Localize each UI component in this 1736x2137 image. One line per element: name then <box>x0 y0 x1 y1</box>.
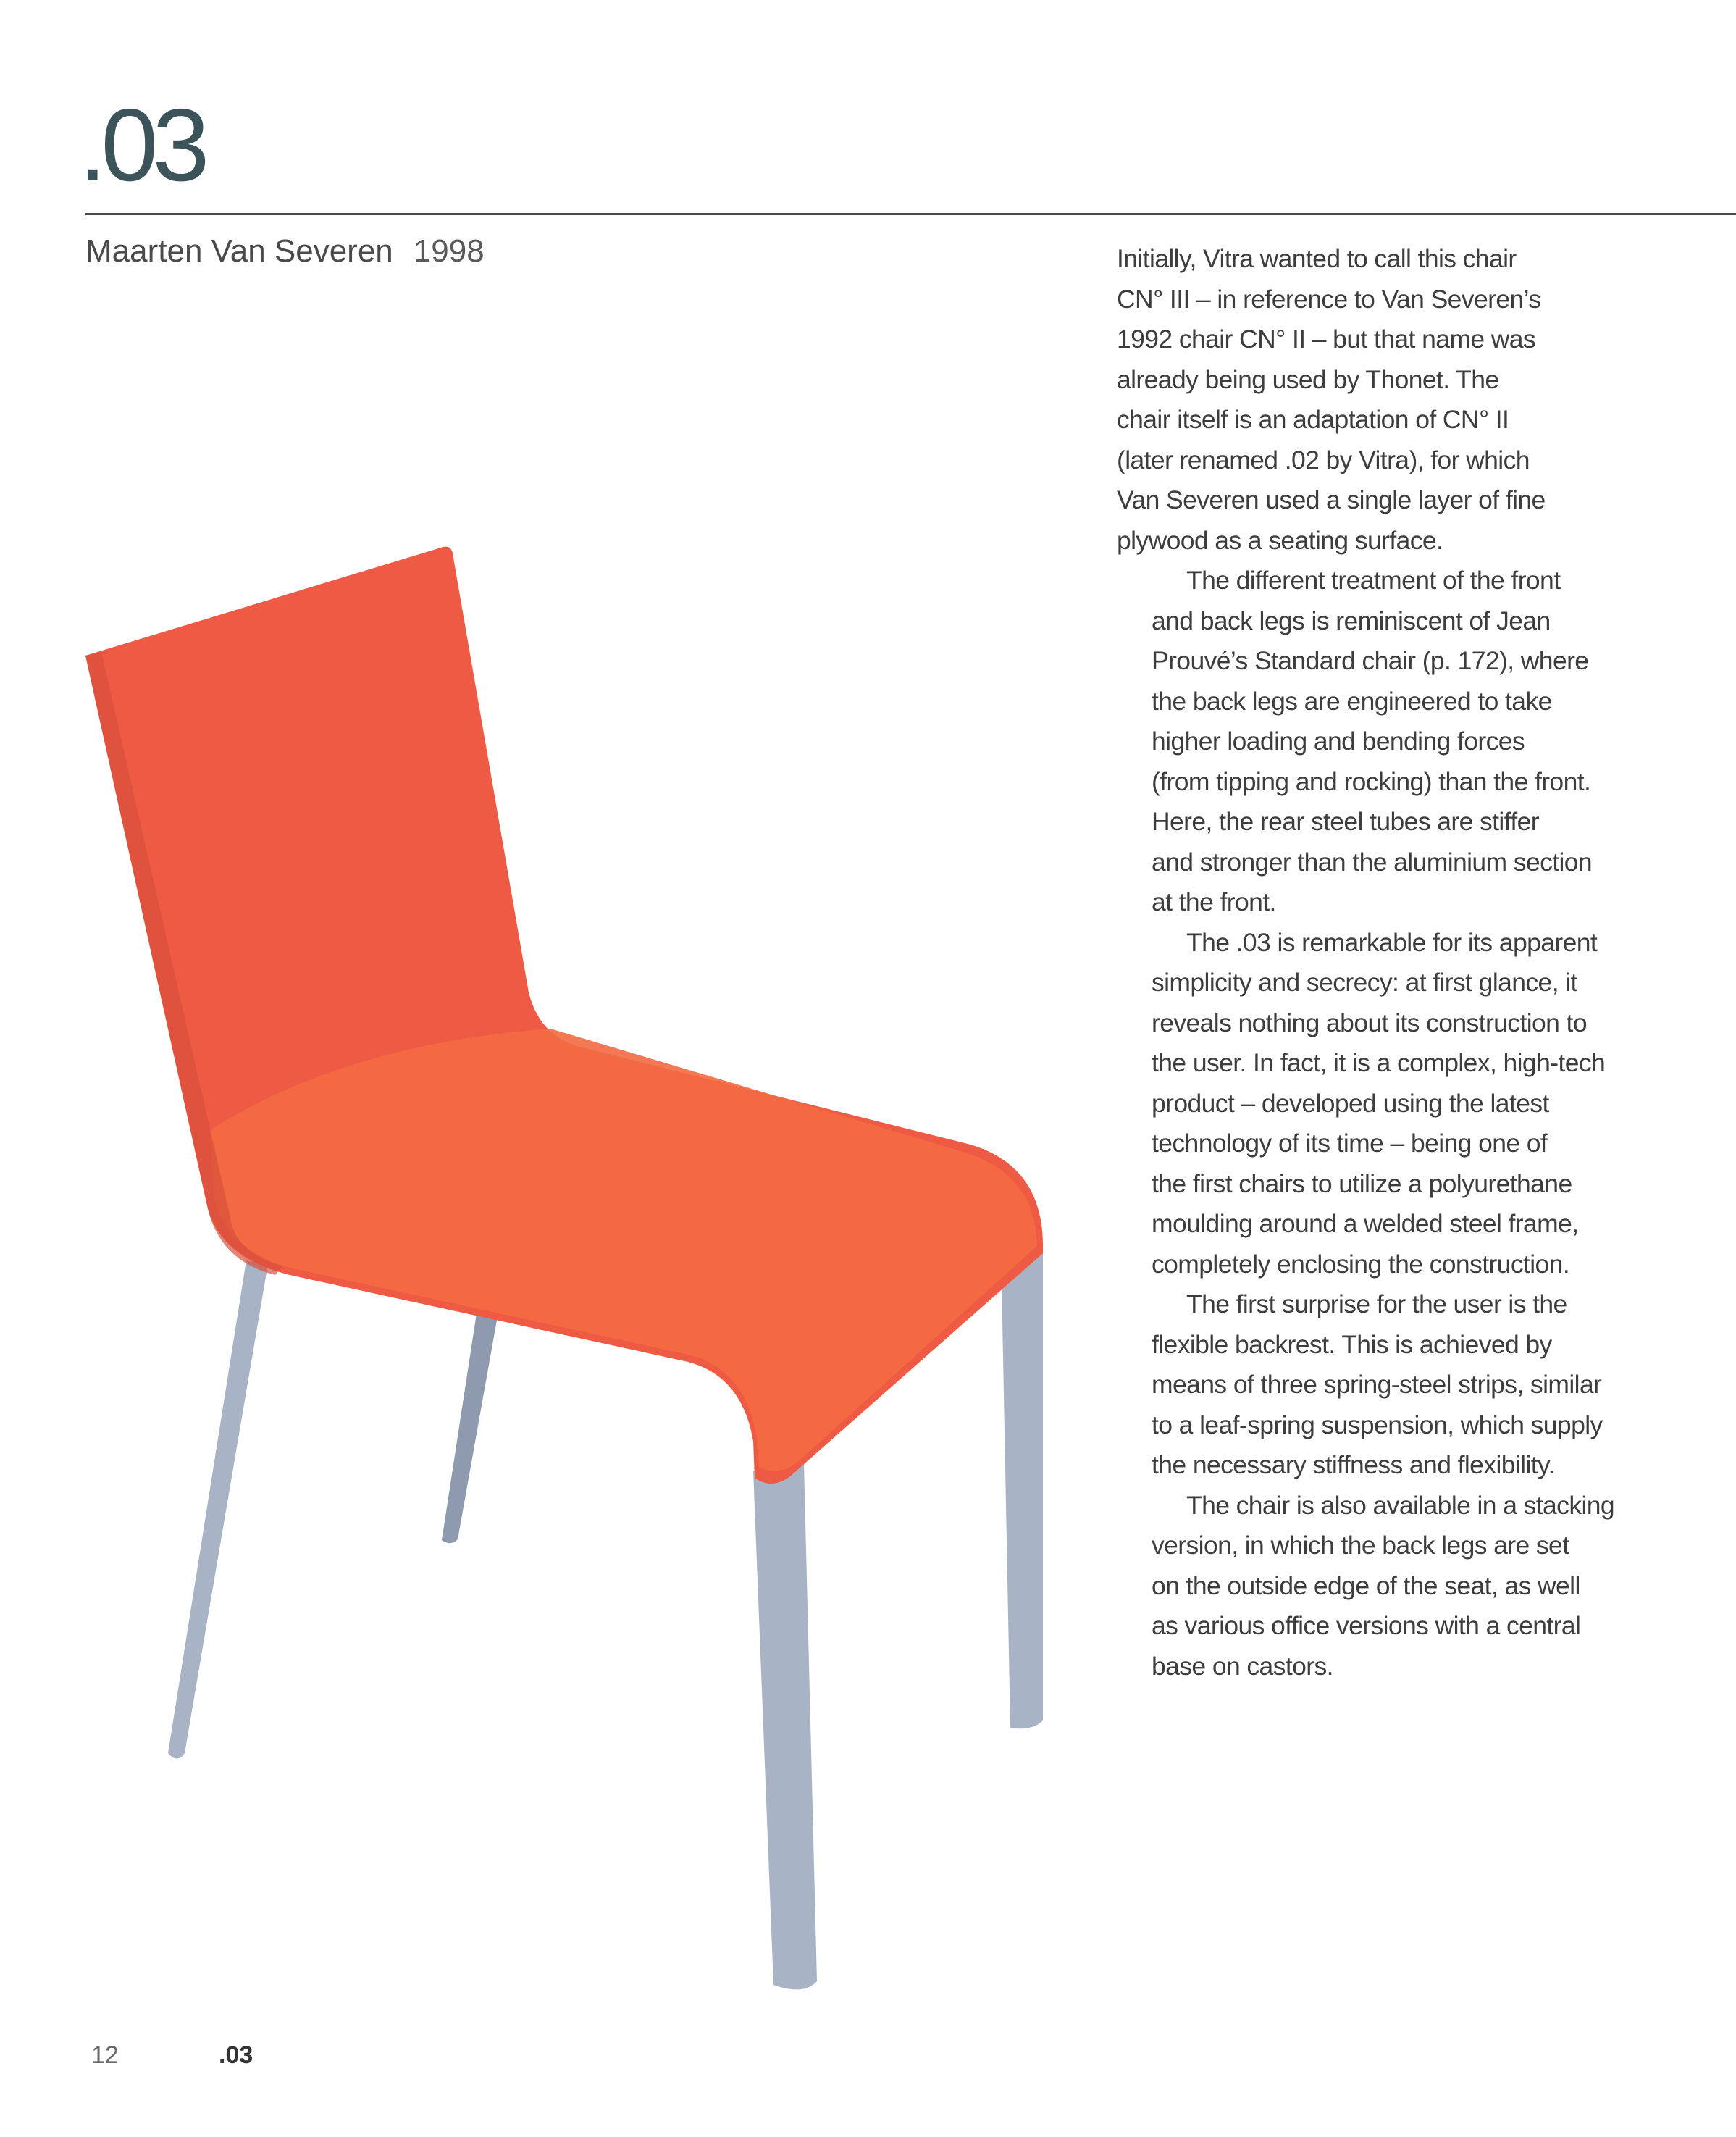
text-line: the back legs are engineered to take <box>1152 686 1552 716</box>
text-line: and stronger than the aluminium section <box>1152 847 1593 877</box>
text-line: The different treatment of the front <box>1186 566 1561 595</box>
text-line: the first chairs to utilize a polyurethane <box>1152 1168 1572 1198</box>
text-line: 1992 chair CN° II – but that name was <box>1117 325 1536 354</box>
article-body <box>1117 239 1615 1686</box>
text-line: The .03 is remarkable for its apparent <box>1186 927 1598 957</box>
paragraph <box>1117 239 1609 561</box>
paragraph <box>1117 923 1609 1285</box>
text-line: The first surprise for the user is the <box>1186 1289 1567 1318</box>
text-line: higher loading and bending forces <box>1152 727 1525 756</box>
design-year: 1998 <box>413 233 485 269</box>
text-line: Prouvé’s Standard chair (p. 172), where <box>1152 646 1589 675</box>
text-line: at the front. <box>1152 887 1276 916</box>
page-number: 12 <box>91 2041 119 2069</box>
text-line: completely enclosing the construction. <box>1152 1249 1570 1279</box>
text-line: Initially, Vitra wanted to call this chair <box>1117 244 1517 273</box>
text-line: (later renamed .02 by Vitra), for which <box>1117 445 1530 474</box>
page-title: .03 <box>78 88 204 203</box>
text-line: Van Severen used a single layer of fine <box>1117 485 1546 514</box>
designer-name: Maarten Van Severen <box>85 233 393 269</box>
text-line: reveals nothing about its construction to <box>1152 1008 1587 1037</box>
chair-leg-rear-far <box>442 1304 500 1543</box>
paragraph <box>1117 561 1609 923</box>
text-line: moulding around a welded steel frame, <box>1152 1209 1579 1238</box>
text-line: The chair is also available in a stacking <box>1186 1490 1615 1520</box>
text-line: product – developed using the latest <box>1152 1088 1549 1118</box>
chair-leg-front-left <box>753 1463 817 1989</box>
text-line: already being used by Thonet. The <box>1117 364 1499 394</box>
text-line: the user. In fact, it is a complex, high-tech <box>1152 1048 1606 1077</box>
chair-leg-rear-near <box>168 1260 268 1759</box>
paragraph <box>1117 1486 1615 1687</box>
text-line: version, in which the back legs are set <box>1152 1531 1569 1560</box>
chair-leg-front-right <box>1001 1242 1043 1728</box>
text-line: base on castors. <box>1152 1651 1333 1681</box>
text-line: as various office versions with a central <box>1152 1611 1581 1640</box>
text-line: CN° III – in reference to Van Severen’s <box>1117 284 1541 314</box>
footer-section: .03 <box>219 2041 253 2069</box>
text-line: Here, the rear steel tubes are stiffer <box>1152 807 1539 836</box>
text-line: and back legs is reminiscent of Jean <box>1152 606 1551 635</box>
text-line: flexible backrest. This is achieved by <box>1152 1329 1552 1359</box>
text-line: technology of its time – being one of <box>1152 1129 1548 1158</box>
text-line: to a leaf-spring suspension, which supply <box>1152 1410 1603 1439</box>
paragraph <box>1117 1284 1609 1486</box>
text-line: plywood as a seating surface. <box>1117 525 1443 555</box>
text-line: chair itself is an adaptation of CN° II <box>1117 405 1509 434</box>
chair-seat <box>210 1029 1037 1471</box>
text-line: (from tipping and rocking) than the front. <box>1152 766 1591 796</box>
text-line: on the outside edge of the seat, as well <box>1152 1571 1580 1600</box>
text-line: simplicity and secrecy: at first glance, it <box>1152 968 1577 997</box>
text-line: the necessary stiffness and flexibility. <box>1152 1450 1555 1479</box>
text-line: means of three spring-steel strips, similar <box>1152 1370 1602 1399</box>
